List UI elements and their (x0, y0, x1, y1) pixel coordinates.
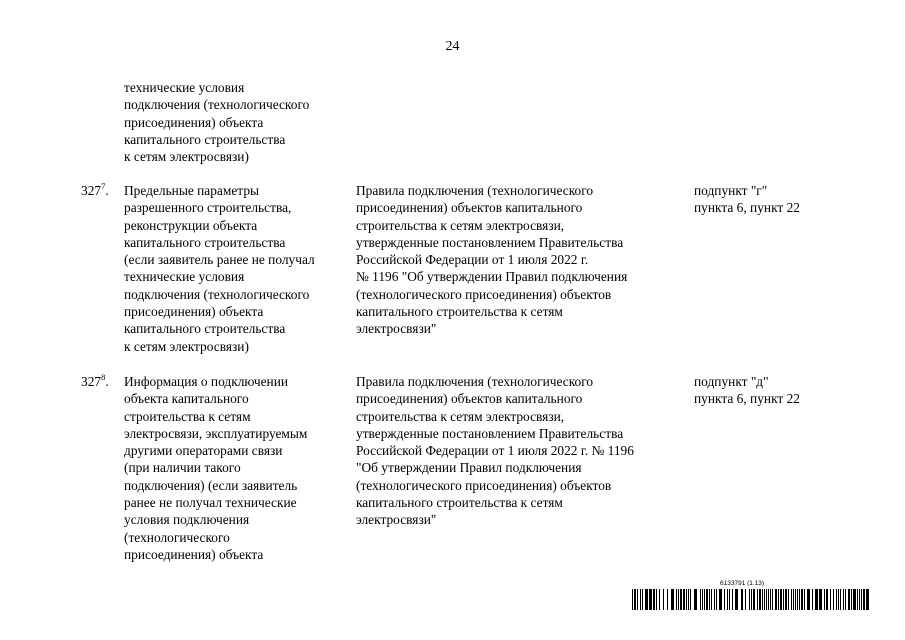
row-legal-basis (356, 373, 634, 529)
text-line: строительства к сетям (124, 408, 251, 424)
text-line: утвержденные постановлением Правительства (356, 425, 624, 441)
barcode-bar (807, 589, 810, 610)
barcode-bar (759, 589, 761, 610)
text-line: (если заявитель ранее не получал (124, 252, 315, 268)
barcode-bar (788, 589, 789, 610)
barcode-bar (741, 589, 743, 610)
text-line: электросвязи, эксплуатируемым (124, 425, 308, 441)
continuation-text (124, 79, 309, 165)
barcode-bar (711, 589, 712, 610)
barcode-bar (772, 589, 773, 610)
barcode-bar (649, 589, 652, 610)
barcode-bar (678, 589, 679, 610)
barcode-bar (795, 589, 796, 610)
text-line: присоединения) объекта (124, 304, 264, 320)
barcode-bar (757, 589, 758, 610)
barcode-bar (729, 589, 730, 610)
barcode-bar (819, 589, 822, 610)
barcode-bar (694, 589, 697, 610)
text-line: технические условия (124, 269, 245, 285)
barcode-graphic (632, 589, 872, 610)
barcode-bar (812, 589, 813, 610)
text-line: капитального строительства (124, 234, 286, 250)
barcode-bar (716, 589, 717, 610)
row-number: $327^8$. (81, 372, 109, 389)
text-line: разрешенного строительства, (124, 200, 292, 216)
row-number-superscript: 7 (101, 181, 106, 191)
text-line: объекта капитального (124, 391, 249, 407)
text-line: электросвязи" (356, 321, 437, 337)
barcode-bar (783, 589, 784, 610)
barcode-bar (764, 589, 765, 610)
page-number: 24 (445, 39, 460, 54)
barcode-bar (853, 589, 856, 610)
row-number-main: 327 (81, 374, 102, 389)
barcode-bar (632, 589, 633, 610)
barcode-bar (727, 589, 728, 610)
barcode-bar (824, 589, 825, 610)
text-line: капитального строительства (124, 131, 286, 147)
text-line: строительства к сетям электросвязи, (356, 217, 565, 233)
row-number-main: 327 (81, 183, 102, 198)
row-legal-basis (356, 182, 627, 338)
text-line: строительства к сетям электросвязи, (356, 408, 565, 424)
text-line: присоединения) объекта (124, 546, 264, 562)
barcode-bar (780, 589, 782, 610)
barcode-bar (751, 589, 752, 610)
barcode-bar (797, 589, 798, 610)
barcode-bar (702, 589, 703, 610)
barcode-bar (801, 589, 803, 610)
barcode-bar (859, 589, 860, 610)
text-line: условия подключения (124, 512, 250, 528)
text-line: капитального строительства (124, 321, 286, 337)
row-number: $327^7$. (81, 181, 109, 198)
row-clause-reference (694, 182, 800, 217)
text-line: Информация о подключении (124, 374, 289, 389)
text-line: капитального строительства к сетям (356, 495, 563, 511)
text-line: подключения) (если заявитель (124, 477, 298, 493)
barcode-bar (645, 589, 648, 610)
text-line: ранее не получал технические (124, 495, 297, 511)
barcode-bar (663, 589, 664, 610)
barcode-bar (863, 589, 865, 610)
barcode-bar (775, 589, 777, 610)
barcode-bar (732, 589, 733, 610)
text-line: присоединения) объектов капитального (356, 200, 583, 216)
row-document-name (124, 182, 315, 355)
text-line: технические условия (124, 80, 245, 95)
barcode-bar (848, 589, 850, 610)
barcode-bar (745, 589, 746, 610)
text-line: Правила подключения (технологического (356, 374, 594, 389)
barcode-bar (709, 589, 710, 610)
barcode-bar (791, 589, 792, 610)
text-line: другими операторами связи (124, 443, 283, 459)
text-line: (технологического (124, 529, 230, 545)
barcode-bar (637, 589, 638, 610)
barcode-bar (768, 589, 769, 610)
row-number-superscript: 8 (101, 372, 106, 382)
barcode-bar (843, 589, 844, 610)
barcode-bar (861, 589, 862, 610)
barcode-bar (680, 589, 682, 610)
text-line: (технологического присоединения) объектов (356, 286, 612, 302)
text-line: Российской Федерации от 1 июля 2022 г. (356, 252, 589, 268)
barcode-bar (762, 589, 763, 610)
text-line: утвержденные постановлением Правительства (356, 234, 624, 250)
text-line: подпункт "г" (694, 183, 768, 198)
barcode-bar (836, 589, 837, 610)
text-line: Предельные параметры (124, 183, 260, 198)
barcode-bar (838, 589, 839, 610)
barcode-bar (671, 589, 674, 610)
barcode-bar (833, 589, 834, 610)
text-line: к сетям электросвязи) (124, 338, 249, 354)
barcode-bar (704, 589, 705, 610)
text-line: присоединения) объекта (124, 114, 264, 130)
barcode-bar (778, 589, 779, 610)
barcode-bar (785, 589, 787, 610)
barcode (632, 580, 872, 612)
text-line: (при наличии такого (124, 460, 241, 476)
barcode-bar (706, 589, 708, 610)
text-line: Правила подключения (технологического (356, 183, 594, 198)
text-line: капитального строительства к сетям (356, 304, 563, 320)
text-line: "Об утверждении Правил подключения (356, 460, 582, 476)
barcode-bar (640, 589, 641, 610)
text-line: присоединения) объектов капитального (356, 391, 583, 407)
barcode-bar (724, 589, 725, 610)
barcode-bar (840, 589, 841, 610)
barcode-bar (830, 589, 831, 610)
barcode-bar (735, 589, 738, 610)
barcode-bar (857, 589, 858, 610)
barcode-bar (690, 589, 691, 610)
text-line: № 1196 "Об утверждении Правил подключения (356, 269, 628, 285)
barcode-bar (851, 589, 852, 610)
barcode-bar (653, 589, 655, 610)
text-line: Российской Федерации от 1 июля 2022 г. № 1196 (356, 443, 634, 459)
barcode-bar (700, 589, 701, 610)
text-line: к сетям электросвязи) (124, 149, 249, 165)
barcode-bars (632, 589, 872, 610)
barcode-bar (719, 589, 722, 610)
barcode-bar (667, 589, 668, 610)
barcode-bar (714, 589, 715, 610)
barcode-bar (642, 589, 643, 610)
barcode-bar (686, 589, 687, 610)
row-clause-reference (694, 373, 800, 408)
barcode-bar (753, 589, 755, 610)
barcode-bar (766, 589, 767, 610)
barcode-bar (659, 589, 660, 610)
text-line: подпункт "д" (694, 374, 769, 389)
text-line: электросвязи" (356, 512, 437, 528)
text-line: реконструкции объекта (124, 217, 258, 233)
text-line: (технологического присоединения) объектов (356, 477, 612, 493)
barcode-bar (683, 589, 685, 610)
barcode-bar (845, 589, 846, 610)
barcode-bar (749, 589, 750, 610)
barcode-bar (804, 589, 805, 610)
barcode-caption: 6133791 (1.13) (720, 580, 765, 587)
barcode-bar (770, 589, 771, 610)
text-line: подключения (технологического (124, 286, 310, 302)
barcode-bar (866, 589, 869, 610)
row-document-name (124, 373, 307, 563)
barcode-bar (676, 589, 677, 610)
barcode-bar (656, 589, 657, 610)
text-line: пункта 6, пункт 22 (694, 200, 801, 216)
barcode-bar (826, 589, 828, 610)
barcode-bar (634, 589, 636, 610)
text-line: подключения (технологического (124, 97, 310, 113)
barcode-bar (688, 589, 689, 610)
text-line: пункта 6, пункт 22 (694, 391, 801, 407)
barcode-bar (793, 589, 794, 610)
barcode-bar (799, 589, 800, 610)
barcode-bar (815, 589, 818, 610)
